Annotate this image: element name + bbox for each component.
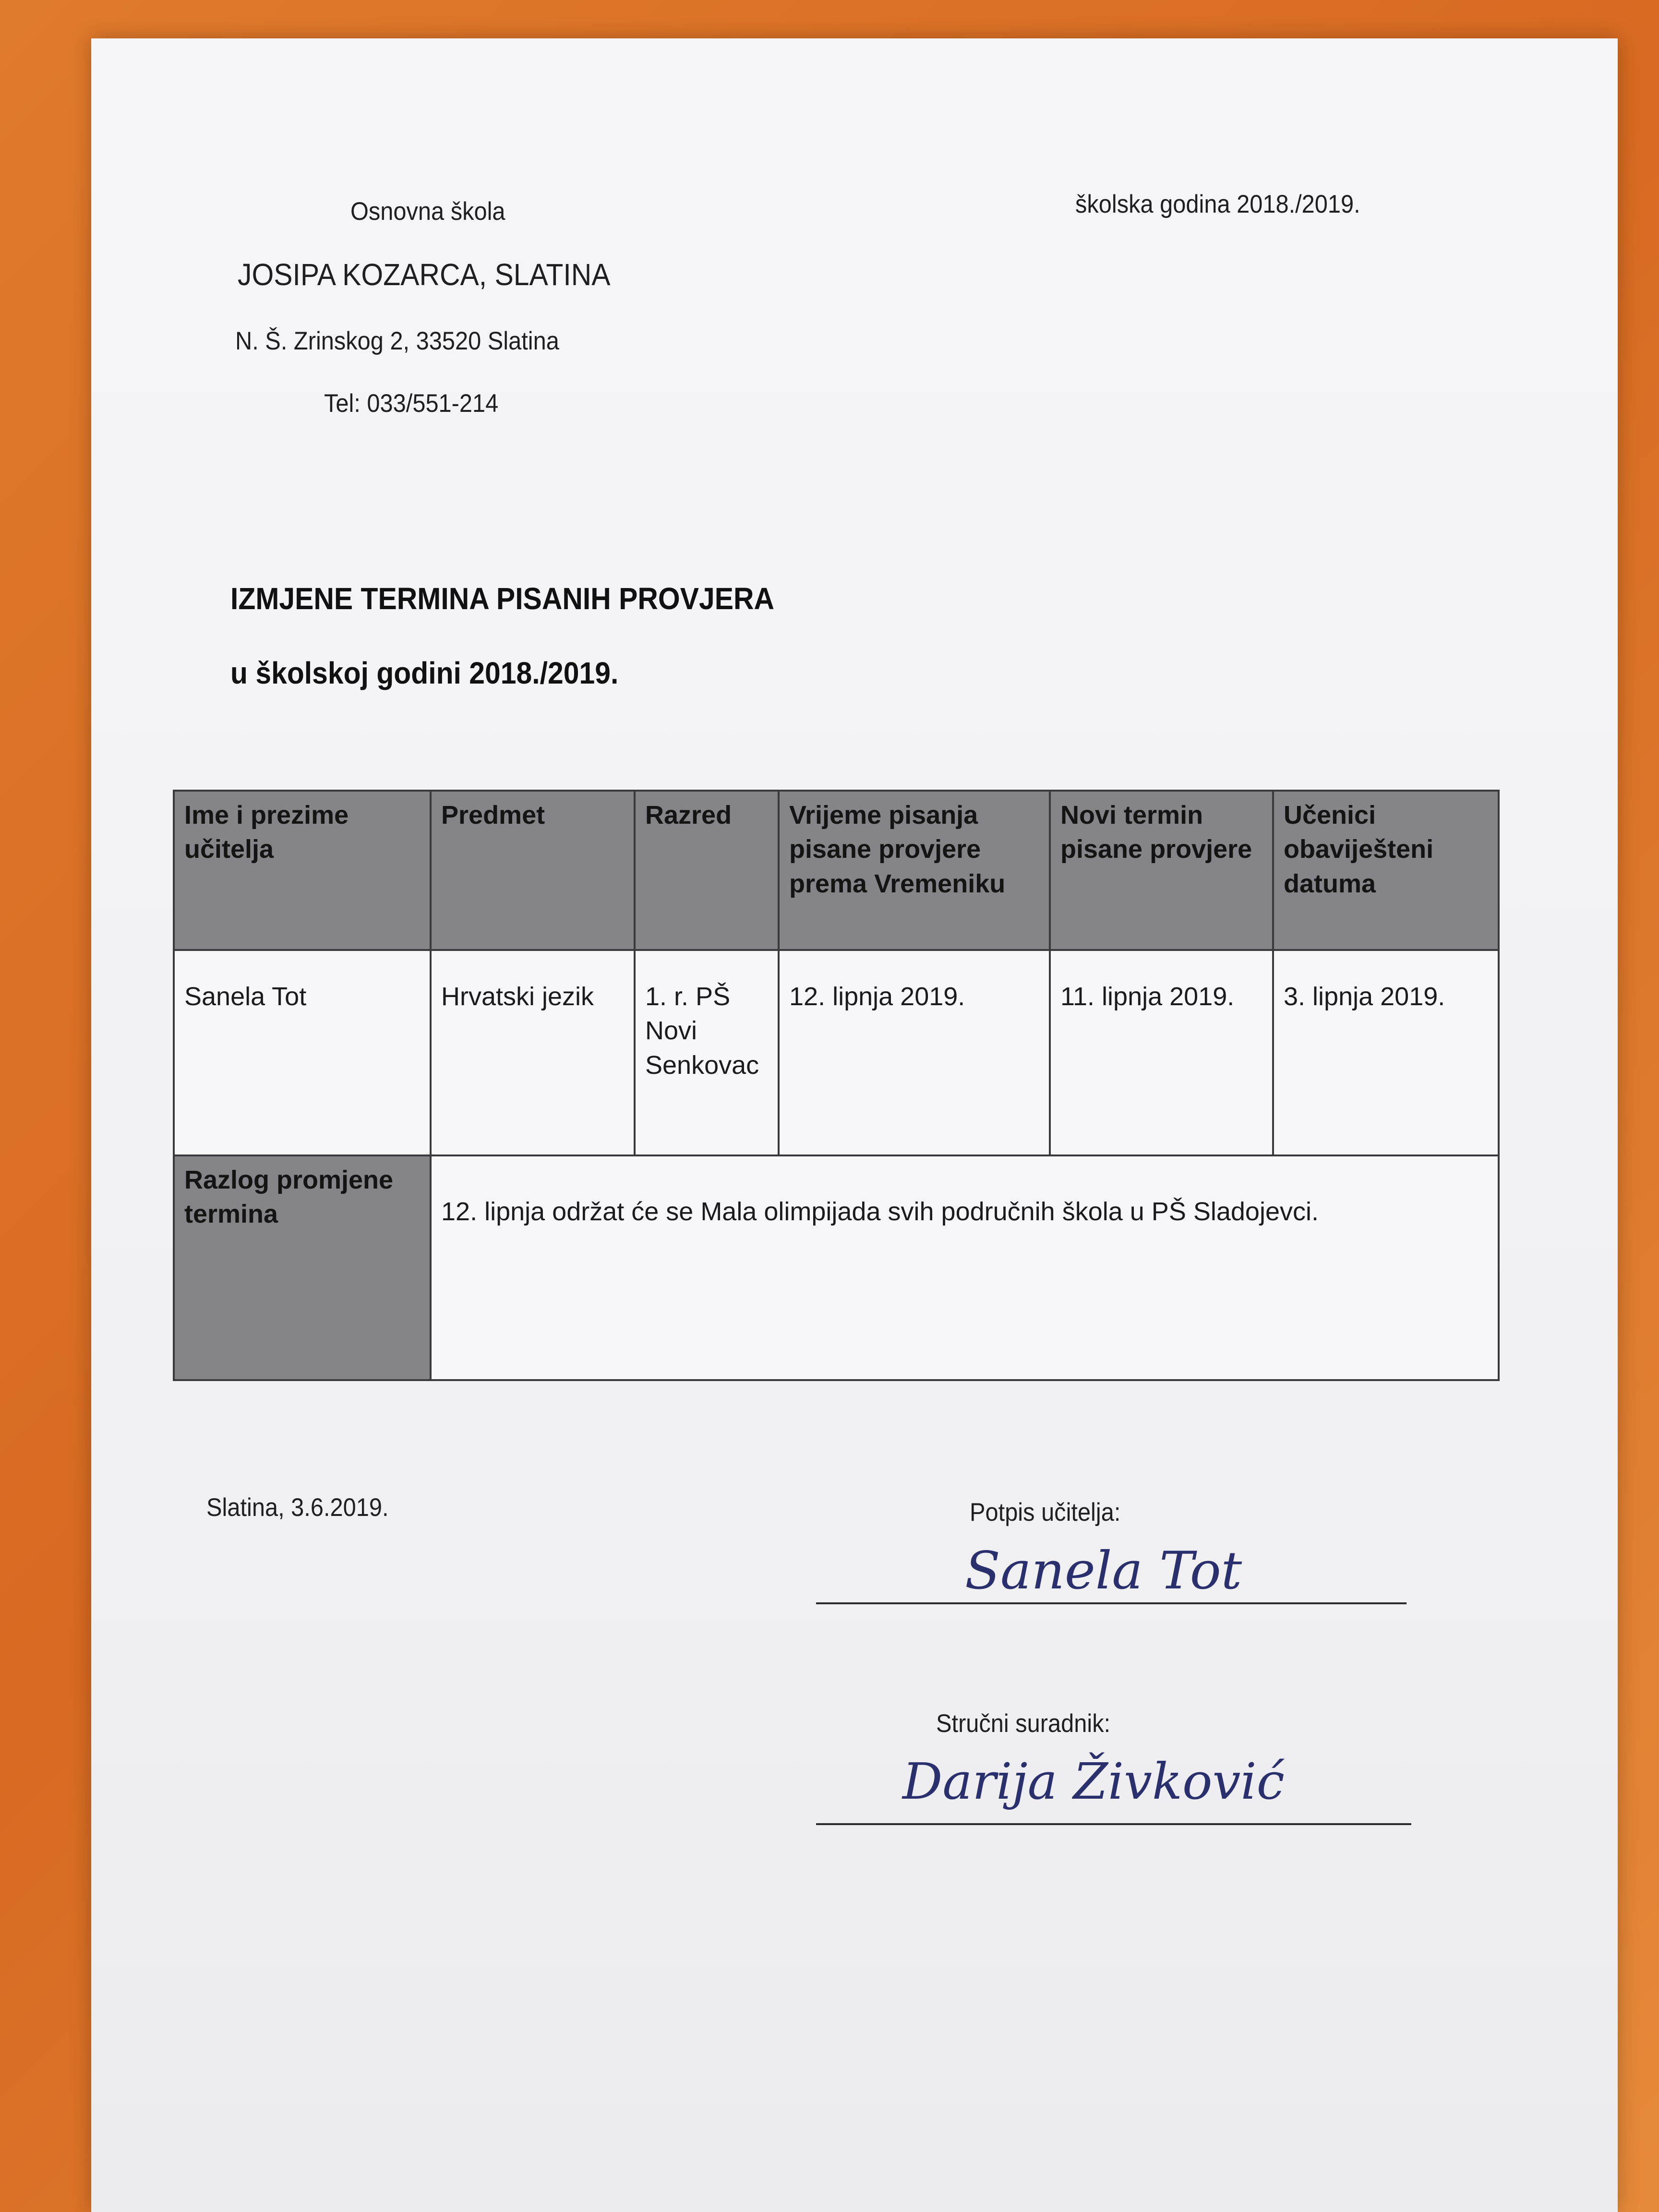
- cell-teacher: Sanela Tot: [174, 950, 431, 1155]
- header-scheduled-time: Vrijeme pisanja pisane provjere prema Vremeniku: [779, 791, 1050, 950]
- school-phone: Tel: 033/551-214: [324, 389, 499, 418]
- associate-label: Stručni suradnik:: [936, 1709, 1111, 1738]
- header-students-notified: Učenici obaviješteni datuma: [1273, 791, 1499, 950]
- document-subtitle: u školskoj godini 2018./2019.: [230, 656, 619, 690]
- place-date: Slatina, 3.6.2019.: [206, 1493, 389, 1522]
- header-new-term: Novi termin pisane provjere: [1050, 791, 1273, 950]
- associate-signature: Darija Živković: [902, 1752, 1285, 1811]
- document-title: IZMJENE TERMINA PISANIH PROVJERA: [230, 581, 775, 616]
- school-year: školska godina 2018./2019.: [1075, 190, 1360, 218]
- teacher-signature-label: Potpis učitelja:: [970, 1498, 1121, 1527]
- cell-students-notified: 3. lipnja 2019.: [1273, 950, 1499, 1155]
- cell-class: 1. r. PŠ Novi Senkovac: [635, 950, 779, 1155]
- cell-subject: Hrvatski jezik: [431, 950, 635, 1155]
- school-type: Osnovna škola: [350, 197, 505, 226]
- table-row: [174, 950, 1499, 1155]
- reason-text: 12. lipnja održat će se Mala olimpijada svih područnih škola u PŠ Sladojevci.: [431, 1155, 1499, 1380]
- header-teacher: Ime i prezime učitelja: [174, 791, 431, 950]
- table-header-row: [174, 791, 1499, 950]
- associate-signature-line: [816, 1823, 1411, 1825]
- header-subject: Predmet: [431, 791, 635, 950]
- school-name: JOSIPA KOZARCA, SLATINA: [238, 257, 611, 292]
- teacher-signature-line: [816, 1602, 1407, 1604]
- school-address: N. Š. Zrinskog 2, 33520 Slatina: [235, 327, 559, 355]
- changes-table: [173, 790, 1500, 1381]
- header-class: Razred: [635, 791, 779, 950]
- cell-new-term: 11. lipnja 2019.: [1050, 950, 1273, 1155]
- reason-row: [174, 1155, 1499, 1380]
- document-page: [91, 38, 1618, 2212]
- reason-label: Razlog promjene termina: [174, 1155, 431, 1380]
- teacher-signature: Sanela Tot: [965, 1541, 1242, 1601]
- cell-scheduled-time: 12. lipnja 2019.: [779, 950, 1050, 1155]
